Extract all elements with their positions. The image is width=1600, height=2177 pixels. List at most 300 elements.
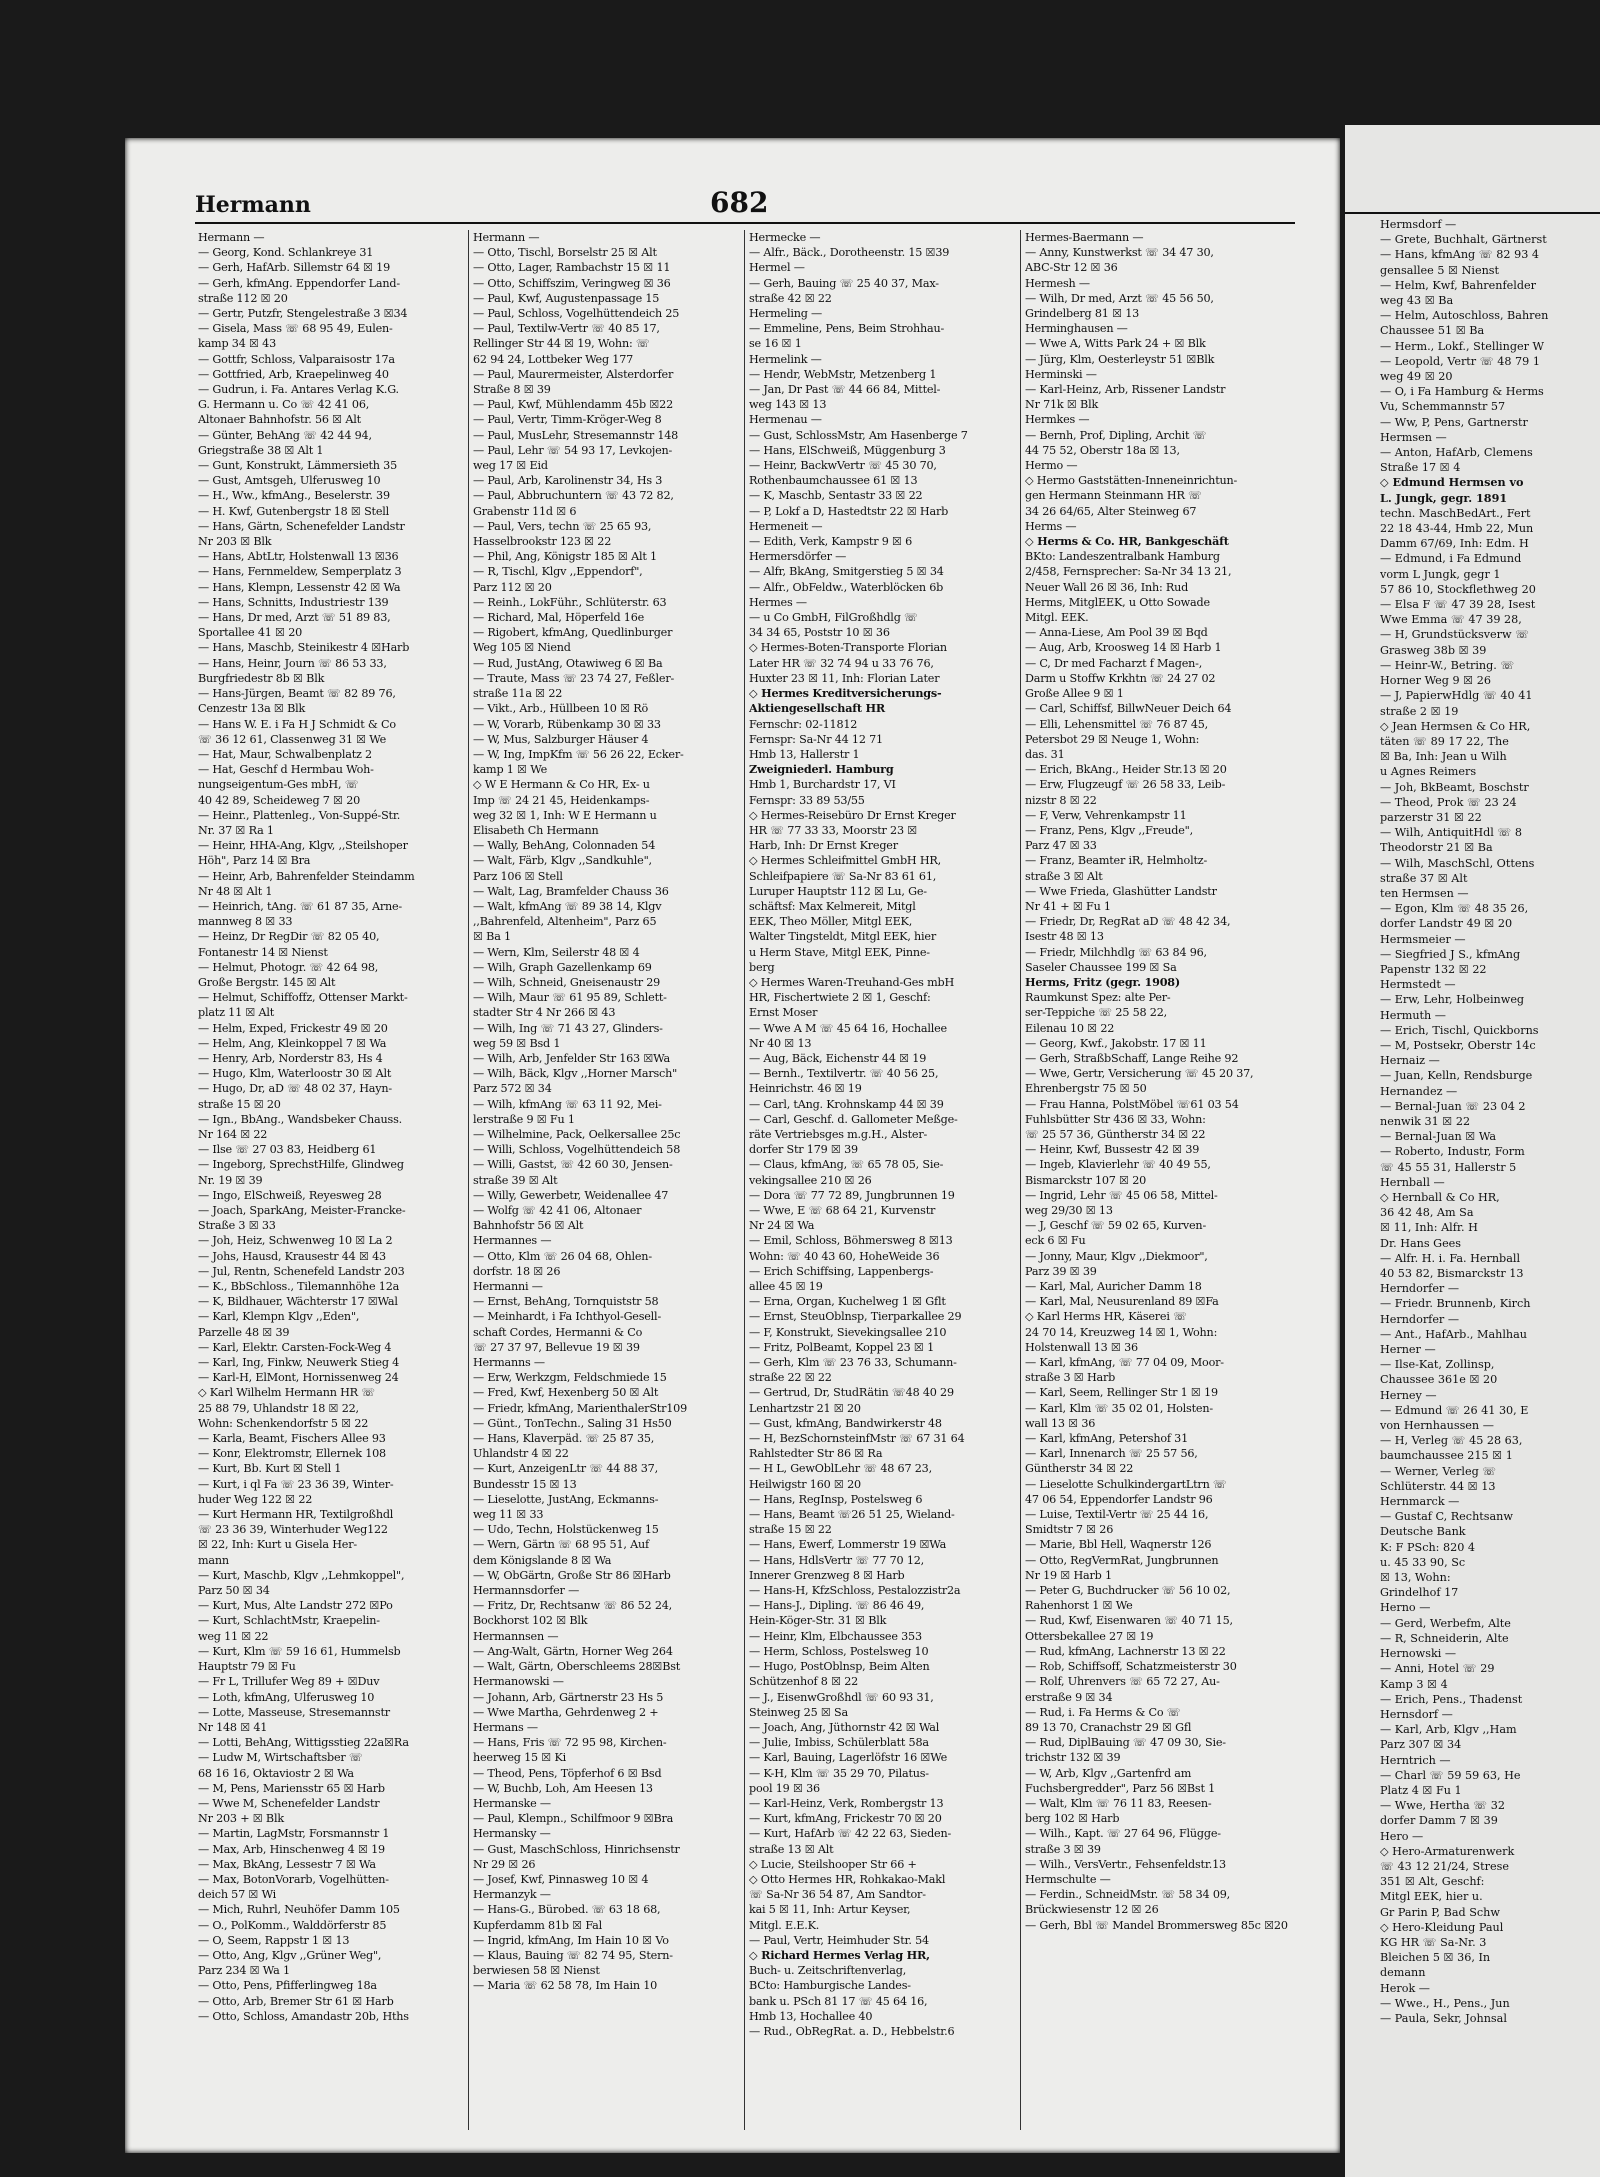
directory-entry: Hermelink — <box>749 352 822 366</box>
directory-entry: Steinweg 25 ☒ Sa <box>749 1705 848 1719</box>
directory-entry: — Fred, Kwf, Hexenberg 50 ☒ Alt <box>473 1386 659 1400</box>
directory-entry: — Edmund, i Fa Edmund <box>1380 552 1522 566</box>
directory-entry: — Otto, Ang, Klgv ,,Grüner Weg", <box>198 1948 382 1962</box>
directory-entry: — Gerh, Bauing ☏ 25 40 37, Max- <box>749 276 939 290</box>
directory-entry: — Wilh., VersVertr., Fehsenfeldstr.13 <box>1025 1857 1226 1871</box>
directory-entry: Isestr 48 ☒ 13 <box>1025 930 1104 944</box>
directory-entry: — Günter, BehAng ☏ 42 44 94, <box>198 428 372 442</box>
directory-entry: u. 45 33 90, Sc <box>1380 1555 1466 1569</box>
directory-entry: — Kurt, AnzeigenLtr ☏ 44 88 37, <box>473 1462 658 1476</box>
directory-entry: — Karl, Bauing, Lagerlöfstr 16 ☒We <box>749 1751 948 1765</box>
directory-entry: — Emmeline, Pens, Beim Strohhau- <box>749 322 945 336</box>
directory-entry: Rahlstedter Str 86 ☒ Ra <box>749 1447 883 1461</box>
directory-entry: — Egon, Klm ☏ 48 35 26, <box>1380 902 1529 916</box>
directory-entry: — Erw, Werkzgm, Feldschmiede 15 <box>473 1371 667 1385</box>
directory-entry: — Wern, Gärtn ☏ 68 95 51, Auf <box>473 1538 649 1552</box>
directory-entry: KG HR ☏ Sa-Nr. 3 <box>1380 1935 1487 1949</box>
directory-entry: ◇ Karl Herms HR, Käserei ☏ <box>1025 1310 1187 1324</box>
directory-entry: — Kurt, SchlachtMstr, Kraepelin- <box>198 1614 380 1628</box>
directory-entry: — Otto, Arb, Bremer Str 61 ☒ Harb <box>198 1994 394 2008</box>
directory-entry: — Roberto, Industr, Form <box>1380 1145 1525 1159</box>
directory-entry: — Henry, Arb, Norderstr 83, Hs 4 <box>198 1051 383 1065</box>
directory-entry: — J, Geschf ☏ 59 02 65, Kurven- <box>1025 1219 1207 1233</box>
directory-page <box>125 138 1340 2153</box>
directory-entry: — Wwe, Hertha ☏ 32 <box>1380 1799 1505 1813</box>
directory-entry: Herntrich — <box>1380 1753 1451 1767</box>
next-page-edge <box>1345 125 1600 2177</box>
directory-entry: pool 19 ☒ 36 <box>749 1781 820 1795</box>
directory-entry: BCto: Hamburgische Landes- <box>749 1979 911 1993</box>
directory-entry: — Rud, i. Fa Herms & Co ☏ <box>1025 1705 1181 1719</box>
directory-entry: Fernspr: Sa-Nr 44 12 71 <box>749 732 883 746</box>
directory-entry: ◇ Hero-Kleidung Paul <box>1380 1920 1504 1934</box>
directory-entry: — H. Kwf, Gutenbergstr 18 ☒ Stell <box>198 504 390 518</box>
directory-entry: Hermesh — <box>1025 276 1090 290</box>
directory-entry: — Luise, Textil-Vertr ☏ 25 44 16, <box>1025 1508 1209 1522</box>
directory-entry: — Willi, Schloss, Vogelhüttendeich 58 <box>473 1143 681 1157</box>
directory-entry: Deutsche Bank <box>1380 1525 1466 1539</box>
directory-entry: — Karla, Beamt, Fischers Allee 93 <box>198 1432 386 1446</box>
directory-entry: weg 11 ☒ 22 <box>198 1629 269 1643</box>
directory-entry: — Heinz, Dr RegDir ☏ 82 05 40, <box>198 930 380 944</box>
directory-entry: — Wilh, Bäck, Klgv ,,Horner Marsch" <box>473 1067 678 1081</box>
directory-entry: — Gerh, kfmAng. Eppendorfer Land- <box>198 276 400 290</box>
directory-entry: Hermkes — <box>1025 413 1090 427</box>
directory-entry: Hermes — <box>749 595 807 609</box>
directory-entry: Kupferdamm 81b ☒ Fal <box>473 1918 602 1932</box>
directory-entry: Sportallee 41 ☒ 20 <box>198 626 303 640</box>
directory-entry: — Wilh., Kapt. ☏ 27 64 96, Flügge- <box>1025 1827 1221 1841</box>
directory-entry: — Kurt, Mus, Alte Landstr 272 ☒Po <box>198 1599 393 1613</box>
directory-entry: — Martin, LagMstr, Forsmannstr 1 <box>198 1827 390 1841</box>
directory-entry: straße 22 ☒ 22 <box>749 1371 832 1385</box>
directory-entry: — Erich, Tischl, Quickborns <box>1380 1023 1539 1037</box>
directory-entry: Mitgl. EEK. <box>1025 611 1089 625</box>
directory-entry: — Paul, Vertr, Heimhuder Str. 54 <box>749 1933 929 1947</box>
directory-entry: Vu, Schemmannstr 57 <box>1380 400 1506 414</box>
directory-entry: — Maria ☏ 62 58 78, Im Hain 10 <box>473 1979 658 1993</box>
directory-entry: — Kurt Hermann HR, Textilgroßhdl <box>198 1508 394 1522</box>
directory-entry: Later HR ☏ 32 74 94 u 33 76 76, <box>749 656 934 670</box>
directory-entry: — Otto, Schloss, Amandastr 20b, Hths <box>198 2009 409 2023</box>
directory-entry: Schlüterstr. 44 ☒ 13 <box>1380 1479 1496 1493</box>
directory-entry: ◇ Hermes-Reisebüro Dr Ernst Kreger <box>749 808 956 822</box>
directory-entry: Bismarckstr 107 ☒ 20 <box>1025 1173 1147 1187</box>
directory-entry: — Carl, Geschf. d. Gallometer Meßge- <box>749 1112 958 1126</box>
directory-entry: Grindelberg 81 ☒ 13 <box>1025 307 1140 321</box>
directory-entry: Herney — <box>1380 1388 1437 1402</box>
directory-entry: — Walt, Gärtn, Oberschleems 28☒Bst <box>473 1660 681 1674</box>
directory-entry: Neuer Wall 26 ☒ 36, Inh: Rud <box>1025 580 1189 594</box>
directory-entry: Herok — <box>1380 1981 1430 1995</box>
directory-entry: — Kurt, kfmAng, Frickestr 70 ☒ 20 <box>749 1812 942 1826</box>
directory-entry: — Erw, Lehr, Holbeinweg <box>1380 993 1525 1007</box>
directory-entry: Harb, Inh: Dr Ernst Kreger <box>749 839 898 853</box>
directory-entry: ☒ 11, Inh: Alfr. H <box>1380 1221 1478 1235</box>
directory-entry: — Fritz, PolBeamt, Koppel 23 ☒ 1 <box>749 1340 935 1354</box>
directory-entry: — H., Ww., kfmAng., Beselerstr. 39 <box>198 489 390 503</box>
directory-entry: — Wilh, Arb, Jenfelder Str 163 ☒Wa <box>473 1051 670 1065</box>
directory-entry: Nr 24 ☒ Wa <box>749 1219 815 1233</box>
directory-entry: — Helm, Exped, Frickestr 49 ☒ 20 <box>198 1021 388 1035</box>
directory-entry: se 16 ☒ 1 <box>749 337 802 351</box>
directory-entry: ◇ Karl Wilhelm Hermann HR ☏ <box>198 1386 375 1400</box>
directory-entry: dorfer Damm 7 ☒ 39 <box>1380 1814 1498 1828</box>
directory-entry: 40 42 89, Scheideweg 7 ☒ 20 <box>198 793 361 807</box>
directory-entry: — u Co GmbH, FilGroßhdlg ☏ <box>749 611 918 625</box>
directory-entry: — Hans, Klempn, Lessenstr 42 ☒ Wa <box>198 580 401 594</box>
directory-entry: Saseler Chaussee 199 ☒ Sa <box>1025 960 1177 974</box>
directory-entry: Brückwiesenstr 12 ☒ 26 <box>1025 1903 1159 1917</box>
directory-entry: ☏ 45 55 31, Hallerstr 5 <box>1380 1160 1517 1174</box>
directory-entry: — Wilhelmine, Pack, Oelkersallee 25c <box>473 1127 681 1141</box>
directory-entry: — Wern, Klm, Seilerstr 48 ☒ 4 <box>473 945 640 959</box>
directory-entry: u Agnes Reimers <box>1380 765 1477 779</box>
directory-entry: Nr 164 ☒ 22 <box>198 1127 268 1141</box>
directory-entry: — Peter G, Buchdrucker ☏ 56 10 02, <box>1025 1584 1231 1598</box>
directory-entry: weg 143 ☒ 13 <box>749 398 827 412</box>
directory-entry: — Ingo, ElSchweiß, Reyesweg 28 <box>198 1188 382 1202</box>
directory-entry: — Max, BkAng, Lessestr 7 ☒ Wa <box>198 1857 376 1871</box>
directory-entry: — Ingrid, Lehr ☏ 45 06 58, Mittel- <box>1025 1188 1218 1202</box>
directory-entry: — Anni, Hotel ☏ 29 <box>1380 1662 1495 1676</box>
directory-entry: straße 13 ☒ Alt <box>749 1842 834 1856</box>
directory-entry: — Wwe, E ☏ 68 64 21, Kurvenstr <box>749 1204 936 1217</box>
directory-entry: — Paul, Abbruchuntern ☏ 43 72 82, <box>473 489 674 503</box>
directory-entry: — Gerh, HafArb. Sillemstr 64 ☒ 19 <box>198 261 391 275</box>
directory-entry: — Claus, kfmAng, ☏ 65 78 05, Sie- <box>749 1158 944 1172</box>
directory-entry: — Helm, Kwf, Bahrenfelder <box>1380 278 1536 292</box>
directory-entry: — Karl-Heinz, Verk, Rombergstr 13 <box>749 1796 944 1810</box>
directory-entry: — Wwe., H., Pens., Jun <box>1380 1996 1510 2010</box>
directory-entry: — Günt., TonTechn., Saling 31 Hs50 <box>473 1416 672 1430</box>
directory-entry: ☏ 23 36 39, Winterhuder Weg122 <box>198 1523 388 1537</box>
page-number: 682 <box>710 186 769 219</box>
directory-entry: — Herm, Schloss, Postelsweg 10 <box>749 1644 929 1658</box>
directory-entry: K: F PSch: 820 4 <box>1380 1540 1476 1554</box>
directory-entry: von Hernhaussen — <box>1380 1419 1494 1433</box>
directory-entry: 47 06 54, Eppendorfer Landstr 96 <box>1025 1492 1213 1506</box>
directory-entry: Altonaer Bahnhofstr. 56 ☒ Alt <box>198 413 361 427</box>
directory-entry: — Erw, Flugzeugf ☏ 26 58 33, Leib- <box>1025 778 1226 792</box>
directory-entry: demann <box>1380 1966 1426 1980</box>
directory-entry: — Hans-H, KfzSchloss, Pestalozzistr2a <box>749 1584 961 1598</box>
directory-entry: — Heinr-W., Betring. ☏ <box>1380 658 1515 672</box>
directory-entry: — Friedr, kfmAng, MarienthalerStr109 <box>473 1401 687 1415</box>
column-1 <box>198 230 470 2024</box>
directory-entry: — Gust, kfmAng, Bandwirkerstr 48 <box>749 1416 942 1430</box>
directory-entry: — Leopold, Vertr ☏ 48 79 1 <box>1380 354 1540 368</box>
directory-entry: ☏ 25 57 36, Güntherstr 34 ☒ 22 <box>1025 1127 1206 1141</box>
directory-entry: Damm 67/69, Inh: Edm. H <box>1380 537 1529 551</box>
directory-entry: — Alfr. H. i. Fa. Hernball <box>1380 1251 1521 1265</box>
directory-entry: ◇ Hermes Schleifmittel GmbH HR, <box>749 854 941 868</box>
directory-entry: — Theod, Prok ☏ 23 24 <box>1380 795 1517 809</box>
directory-entry: — Bernh., Textilvertr. ☏ 40 56 25, <box>749 1067 939 1081</box>
directory-entry: Parz 50 ☒ 34 <box>198 1584 270 1598</box>
directory-entry: Hermannsen — <box>473 1629 559 1643</box>
directory-entry: mann <box>198 1553 229 1567</box>
directory-entry: — Ang-Walt, Gärtn, Horner Weg 264 <box>473 1644 673 1658</box>
directory-entry: — Walt, Klm ☏ 76 11 83, Reesen- <box>1025 1796 1212 1810</box>
directory-entry: — Helm, Ang, Kleinkoppel 7 ☒ Wa <box>198 1036 387 1050</box>
directory-entry: Hein-Köger-Str. 31 ☒ Blk <box>749 1614 887 1628</box>
directory-entry: — Lieselotte SchulkindergartLtrn ☏ <box>1025 1477 1227 1491</box>
directory-entry: EEK, Theo Möller, Mitgl EEK, <box>749 915 913 929</box>
directory-entry: — Ww, P, Pens, Gartnerstr <box>1380 415 1528 429</box>
directory-entry: Schützenhof 8 ☒ 22 <box>749 1675 859 1689</box>
directory-entry: — Hans, Heinr, Journ ☏ 86 53 33, <box>198 656 387 670</box>
directory-entry: lerstraße 9 ☒ Fu 1 <box>473 1112 575 1126</box>
directory-entry: — Gerd, Werbefm, Alte <box>1380 1616 1511 1630</box>
directory-entry: — Gottfried, Arb, Kraepelinweg 40 <box>198 367 389 381</box>
directory-entry: — Friedr, Dr, RegRat aD ☏ 48 42 34, <box>1025 915 1231 929</box>
directory-entry: ◇ Hernball & Co HR, <box>1380 1191 1500 1204</box>
directory-entry: Höh", Parz 14 ☒ Bra <box>198 854 311 868</box>
directory-entry: Fuhlsbütter Str 436 ☒ 33, Wohn: <box>1025 1112 1206 1126</box>
directory-entry: Chaussee 51 ☒ Ba <box>1380 324 1485 338</box>
directory-entry: Straße 3 ☒ 33 <box>198 1219 276 1233</box>
directory-entry: — Wwe Frieda, Glashütter Landstr <box>1025 884 1217 898</box>
directory-entry: — Anna-Liese, Am Pool 39 ☒ Bqd <box>1025 626 1208 640</box>
directory-entry: straße 112 ☒ 20 <box>198 291 288 305</box>
directory-entry: — Willi, Gastst, ☏ 42 60 30, Jensen- <box>473 1158 673 1172</box>
directory-entry: — Paul, Maurermeister, Alsterdorfer <box>473 367 674 381</box>
directory-entry: Hauptstr 79 ☒ Fu <box>198 1660 296 1674</box>
directory-entry: Nr 203 ☒ Blk <box>198 535 272 549</box>
directory-entry: 57 86 10, Stockflethweg 20 <box>1380 582 1536 596</box>
directory-entry: Hermansky — <box>473 1827 551 1841</box>
directory-entry: — Erna, Organ, Kuchelweg 1 ☒ Gflt <box>749 1295 946 1309</box>
directory-entry: — Julie, Imbiss, Schülerblatt 58a <box>749 1736 929 1750</box>
directory-entry: — Reinh., LokFühr., Schlüterstr. 63 <box>473 595 667 609</box>
directory-entry: — Gertrud, Dr, StudRätin ☏48 40 29 <box>749 1386 954 1400</box>
directory-entry: Hernmarck — <box>1380 1495 1460 1509</box>
directory-entry: Parz 112 ☒ 20 <box>473 580 552 594</box>
directory-entry: Heilwigstr 160 ☒ 20 <box>749 1477 861 1491</box>
directory-entry: — Jonny, Maur, Klgv ,,Diekmoor", <box>1025 1249 1208 1263</box>
directory-entry: — Hugo, Klm, Waterloostr 30 ☒ Alt <box>198 1067 392 1081</box>
directory-entry: — K, Bildhauer, Wächterstr 17 ☒Wal <box>198 1295 398 1309</box>
directory-entry: — W, Buchb, Loh, Am Heesen 13 <box>473 1781 653 1795</box>
directory-entry: — Wilh, kfmAng ☏ 63 11 92, Mei- <box>473 1097 662 1111</box>
directory-entry: — Edmund ☏ 26 41 30, E <box>1380 1403 1529 1417</box>
directory-entry: — Gerh, Klm ☏ 23 76 33, Schumann- <box>749 1356 957 1370</box>
directory-entry: — Heinr., Plattenleg., Von-Suppé-Str. <box>198 808 401 822</box>
directory-entry: — Gerh, StraßbSchaff, Lange Reihe 92 <box>1025 1051 1239 1065</box>
directory-entry: dorfer Landstr 49 ☒ 20 <box>1380 917 1513 931</box>
directory-entry: ◇ Hermes-Boten-Transporte Florian <box>749 641 947 655</box>
directory-entry: Theodorstr 21 ☒ Ba <box>1380 841 1493 855</box>
directory-entry: Gr Parin P, Bad Schw <box>1380 1905 1500 1919</box>
directory-entry: — Hugo, PostOblnsp, Beim Alten <box>749 1660 930 1674</box>
directory-entry: — Hans, Beamt ☏26 51 25, Wieland- <box>749 1508 955 1522</box>
directory-entry: — Helmut, Photogr. ☏ 42 64 98, <box>198 960 379 974</box>
directory-entry: — Bernal-Juan ☏ 23 04 2 <box>1380 1099 1526 1113</box>
directory-entry: erstraße 9 ☒ 34 <box>1025 1690 1113 1704</box>
directory-entry: ABC-Str 12 ☒ 36 <box>1025 261 1118 275</box>
directory-entry: dem Königslande 8 ☒ Wa <box>473 1553 612 1567</box>
directory-entry: — Carl, Schiffsf, BillwNeuer Deich 64 <box>1025 702 1232 716</box>
directory-entry: — Frau Hanna, PolstMöbel ☏61 03 54 <box>1025 1097 1239 1111</box>
directory-entry: Hermann — <box>473 231 540 244</box>
directory-entry: — M, Pens, Mariensstr 65 ☒ Harb <box>198 1781 385 1795</box>
directory-entry: — Richard, Mal, Höperfeld 16e <box>473 611 645 625</box>
directory-entry: — Jul, Rentn, Schenefeld Landstr 203 <box>198 1264 405 1278</box>
directory-entry: — Karl, Elektr. Carsten-Fock-Weg 4 <box>198 1340 392 1354</box>
directory-entry: — Ernst, SteuOblnsp, Tierparkallee 29 <box>749 1310 962 1324</box>
directory-entry: Mitgl EEK, hier u. <box>1380 1890 1483 1904</box>
directory-entry: dorfstr. 18 ☒ 26 <box>473 1264 561 1278</box>
directory-entry: — Wwe Martha, Gehrdenweg 2 + <box>473 1705 659 1719</box>
directory-entry: Uhlandstr 4 ☒ 22 <box>473 1447 569 1461</box>
directory-entry: Smidtstr 7 ☒ 26 <box>1025 1523 1114 1537</box>
directory-entry: — Ant., HafArb., Mahlhau <box>1380 1327 1528 1341</box>
directory-entry: ☒ 22, Inh: Kurt u Gisela Her- <box>198 1538 357 1552</box>
directory-entry: Herner — <box>1380 1343 1436 1357</box>
directory-entry: — Heinr, HHA-Ang, Klgv, ,,Steilshoper <box>198 839 408 853</box>
directory-entry: Hermsdorf — <box>1380 218 1457 231</box>
directory-entry: — Herm., Lokf., Stellinger W <box>1380 339 1545 353</box>
directory-entry: — Wilh, Maur ☏ 61 95 89, Schlett- <box>473 991 667 1005</box>
running-head: Hermann <box>195 192 311 218</box>
directory-entry: — Vikt., Arb., Hüllbeen 10 ☒ Rö <box>473 702 649 716</box>
directory-entry: — Hans-Jürgen, Beamt ☏ 82 89 76, <box>198 687 396 701</box>
directory-entry: Fernschr: 02-11812 <box>749 717 858 731</box>
directory-entry: u Herm Stave, Mitgl EEK, Pinne- <box>749 945 930 959</box>
directory-entry: — Karl, Mal, Neusurenland 89 ☒Fa <box>1025 1295 1219 1309</box>
directory-entry: — Hans, ElSchweiß, Müggenburg 3 <box>749 443 946 457</box>
directory-entry: Nr 48 ☒ Alt 1 <box>198 884 273 898</box>
directory-entry: Hermstedt — <box>1380 978 1456 992</box>
directory-entry: — Paul, Vertr, Timm-Kröger-Weg 8 <box>473 413 662 427</box>
directory-entry: — Gisela, Mass ☏ 68 95 49, Eulen- <box>198 322 393 336</box>
directory-entry: Hmb 13, Hallerstr 1 <box>749 747 860 761</box>
directory-entry: Hernowski — <box>1380 1647 1457 1661</box>
directory-entry: — Karl, Innenarch ☏ 25 57 56, <box>1025 1447 1198 1461</box>
directory-entry: Nr 148 ☒ 41 <box>198 1720 268 1734</box>
directory-entry: ☏ 27 37 97, Bellevue 19 ☒ 39 <box>473 1340 640 1354</box>
directory-entry: Kamp 3 ☒ 4 <box>1380 1677 1448 1691</box>
directory-entry: Grasweg 38b ☒ 39 <box>1380 643 1487 657</box>
directory-entry: — Otto, Pens, Pfifferlingweg 18a <box>198 1979 377 1993</box>
directory-entry: ☒ Ba, Inh: Jean u Wilh <box>1380 750 1507 764</box>
directory-entry: vekingsallee 210 ☒ 26 <box>749 1173 872 1187</box>
directory-entry: straße 15 ☒ 22 <box>749 1523 832 1537</box>
directory-entry: — M, Postsekr, Oberstr 14c <box>1380 1038 1536 1052</box>
directory-entry: weg 17 ☒ Eid <box>473 459 548 473</box>
directory-entry: Parz 39 ☒ 39 <box>1025 1264 1097 1278</box>
directory-entry: — Karl, Arb, Klgv ,,Ham <box>1380 1723 1517 1737</box>
directory-entry: G. Hermann u. Co ☏ 42 41 06, <box>198 398 370 412</box>
directory-entry: ◇ Lucie, Steilshooper Str 66 + <box>749 1857 917 1871</box>
directory-entry: — Rob, Schiffsoff, Schatzmeisterstr 30 <box>1025 1660 1237 1674</box>
directory-entry: BKto: Landeszentralbank Hamburg <box>1025 550 1220 564</box>
directory-entry: Bundesstr 15 ☒ 13 <box>473 1477 577 1491</box>
directory-entry: Elisabeth Ch Hermann <box>473 823 599 837</box>
directory-entry: — Paul, Kwf, Mühlendamm 45b ☒22 <box>473 398 674 412</box>
directory-entry: Luruper Hauptstr 112 ☒ Lu, Ge- <box>749 884 927 898</box>
directory-entry: — Gustaf C, Rechtsanw <box>1380 1510 1513 1524</box>
directory-entry: Grabenstr 11d ☒ 6 <box>473 504 577 518</box>
directory-entry: Fontanestr 14 ☒ Nienst <box>198 945 328 959</box>
directory-entry: schäftsf: Max Kelmereit, Mitgl <box>749 899 916 913</box>
directory-entry: — Paul, Kwf, Augustenpassage 15 <box>473 291 660 305</box>
directory-entry: — Elsa F ☏ 47 39 28, Isest <box>1380 598 1536 612</box>
directory-entry: — Hans, Klaverpäd. ☏ 25 87 35, <box>473 1432 655 1446</box>
directory-entry: gensallee 5 ☒ Nienst <box>1380 263 1500 277</box>
directory-entry: Hmb 1, Burchardstr 17, VI <box>749 778 896 792</box>
directory-entry: straße 39 ☒ Alt <box>473 1173 558 1187</box>
directory-entry: — Hans W. E. i Fa H J Schmidt & Co <box>198 717 396 731</box>
directory-entry: Große Allee 9 ☒ 1 <box>1025 687 1124 701</box>
directory-entry: Hermannsdorfer — <box>473 1584 580 1598</box>
directory-entry: ☒ 13, Wohn: <box>1380 1571 1451 1585</box>
directory-entry: — P, Lokf a D, Hastedtstr 22 ☒ Harb <box>749 504 949 518</box>
directory-entry: Ottersbekallee 27 ☒ 19 <box>1025 1629 1154 1643</box>
directory-entry: — Friedr. Brunnenb, Kirch <box>1380 1297 1531 1311</box>
directory-entry: HR ☏ 77 33 33, Moorstr 23 ☒ <box>749 823 918 837</box>
directory-entry: Hermuth — <box>1380 1008 1446 1022</box>
directory-entry: Hermans — <box>473 1720 538 1734</box>
directory-entry: — Hans-G., Bürobed. ☏ 63 18 68, <box>473 1903 661 1917</box>
directory-entry: Straße 8 ☒ 39 <box>473 383 551 397</box>
directory-entry: — Johann, Arb, Gärtnerstr 23 Hs 5 <box>473 1690 664 1704</box>
directory-entry: räte Vertriebsges m.g.H., Alster- <box>749 1127 928 1141</box>
directory-entry: — Paul, Schloss, Vogelhüttendeich 25 <box>473 307 680 321</box>
directory-entry: Nr. 37 ☒ Ra 1 <box>198 823 274 837</box>
directory-entry: straße 15 ☒ 20 <box>198 1097 281 1111</box>
directory-entry: — O., PolKomm., Walddörferstr 85 <box>198 1918 387 1932</box>
directory-entry: — Ernst, BehAng, Tornquiststr 58 <box>473 1295 659 1309</box>
directory-entry: huder Weg 122 ☒ 22 <box>198 1492 313 1506</box>
directory-entry: vorm L Jungk, gegr 1 <box>1380 567 1501 581</box>
directory-entry: — Walt, Färb, Klgv ,,Sandkuhle", <box>473 854 652 868</box>
directory-entry: dorfer Str 179 ☒ 39 <box>749 1143 858 1157</box>
directory-entry: — K-H, Klm ☏ 35 29 70, Pilatus- <box>749 1766 929 1780</box>
directory-entry: Güntherstr 34 ☒ 22 <box>1025 1462 1134 1476</box>
directory-entry: Nr 41 + ☒ Fu 1 <box>1025 899 1111 913</box>
directory-entry: Lenhartzstr 21 ☒ 20 <box>749 1401 861 1415</box>
directory-entry: — Jan, Dr Past ☏ 44 66 84, Mittel- <box>749 383 941 397</box>
directory-entry: — Alfr., ObFeldw., Waterblöcken 6b <box>749 580 944 594</box>
directory-entry: — Hat, Maur, Schwalbenplatz 2 <box>198 747 372 761</box>
directory-entry: Innerer Grenzweg 8 ☒ Harb <box>749 1568 905 1582</box>
directory-entry: Cenzestr 13a ☒ Blk <box>198 702 306 716</box>
directory-entry: Hernandez — <box>1380 1084 1458 1098</box>
directory-entry: — J., EisenwGroßhdl ☏ 60 93 31, <box>749 1690 934 1704</box>
directory-entry: — J, PapierwHdlg ☏ 40 41 <box>1380 689 1533 703</box>
directory-entry: ◇ Edmund Hermsen vo <box>1380 475 1524 490</box>
directory-entry: — Gust, MaschSchloss, Hinrichsenstr <box>473 1842 680 1856</box>
directory-entry: — Edith, Verk, Kampstr 9 ☒ 6 <box>749 535 913 549</box>
directory-entry: Hmb 13, Hochallee 40 <box>749 2009 873 2023</box>
directory-entry: — Gottfr, Schloss, Valparaisostr 17a <box>198 352 395 366</box>
directory-entry: — Kurt, HafArb ☏ 42 22 63, Sieden- <box>749 1827 952 1841</box>
directory-entry: kai 5 ☒ 11, Inh: Artur Keyser, <box>749 1903 911 1917</box>
directory-entry: — Wilh, Dr med, Arzt ☏ 45 56 50, <box>1025 291 1214 305</box>
directory-entry: Hermsmeier — <box>1380 932 1466 946</box>
directory-entry: — Hans, Schnitts, Industriestr 139 <box>198 595 389 609</box>
directory-entry: Platz 4 ☒ Fu 1 <box>1380 1783 1462 1797</box>
directory-entry: — Wilh, MaschSchl, Ottens <box>1380 856 1535 870</box>
directory-entry: — Wwe, Gertr, Versicherung ☏ 45 20 37, <box>1025 1067 1254 1081</box>
directory-entry: ◇ Hermes Kreditversicherungs- <box>749 686 942 701</box>
directory-entry: weg 43 ☒ Ba <box>1380 294 1454 308</box>
directory-entry: — Hans, kfmAng ☏ 82 93 4 <box>1380 248 1540 262</box>
directory-entry: — Bernal-Juan ☒ Wa <box>1380 1130 1497 1144</box>
directory-entry: — Joh, BkBeamt, Boschstr <box>1380 780 1529 794</box>
